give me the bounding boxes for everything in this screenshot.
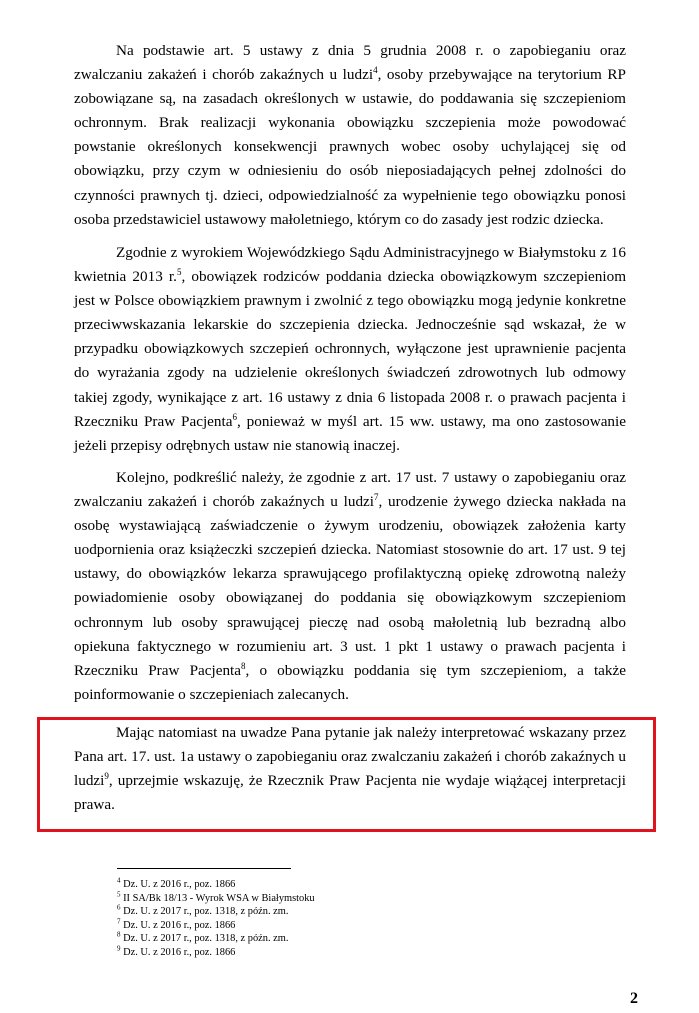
footnote-ref: 8 [241,660,246,671]
footnote-ref: 5 [176,267,182,278]
paragraph-vaccination-obligation [74,39,626,232]
footnote-item [117,892,617,906]
footnote-item [117,878,617,892]
page-number: 2 [630,990,638,1007]
footnote-ref: 4 [373,65,378,76]
highlight-box [37,717,656,832]
footnote-item [117,946,617,960]
footnotes-list [117,878,617,960]
footnote-text: Dz. U. z 2016 r., poz. 1866 [120,946,236,958]
footnote-number: 5 [117,890,121,899]
paragraph-court-ruling [74,241,626,458]
footnote-separator [117,868,291,869]
footnote-text: Dz. U. z 2016 r., poz. 1866 [120,879,236,890]
paragraph-text: , obowiązek rodziców poddania dziecka obowiązkowym szczepieniom jest w Polsce obowiązkiem prawnym i zwolnić z tego obowiązku mogą jedynie konkretne przeciwwskazania lekarskie do szczepienia dziecka. Jednocześnie sąd wskazał, że w przypadku obowiązkowych szczepień ochronnych, wyłączone jest uprawnienie pacjenta do wyrażania zgody na udzielenie określonych świadczeń zdrowotnych lub odmowy takiej zgody, wynikające z art. 16 ustawy z dnia 6 listopada 2008 r. o prawach pacjenta i Rzeczniku Praw Pacjenta [74,268,627,430]
footnote-number: 8 [117,930,121,939]
footnote-number: 4 [117,876,121,885]
paragraph-doctor-obligations [74,466,626,707]
footnote-item [117,932,617,946]
footnote-number: 7 [117,917,121,926]
footnote-text: Dz. U. z 2017 r., poz. 1318, z późn. zm. [120,906,289,918]
footnote-text: Dz. U. z 2016 r., poz. 1866 [120,919,236,931]
paragraph-text: , o obowiązku poddania się tym szczepieniom, a także poinformowanie o szczepieniach zalecanych. [74,661,626,703]
footnote-number: 6 [117,903,121,912]
paragraph-text: Mając natomiast na uwadze Pana pytanie jak należy interpretować wskazany przez Pana art. 17. ust. 1a ustawy o zapobieganiu oraz zwalczaniu zakażeń i chorób zakaźnych u ludzi [74,724,626,790]
footnote-number: 9 [117,944,121,953]
paragraph-text: , uprzejmie wskazuję, że Rzecznik Praw Pacjenta nie wydaje wiążącej interpretacji prawa. [74,772,626,814]
footnote-item [117,905,617,919]
paragraph-text: Na podstawie art. 5 ustawy z dnia 5 grudnia 2008 r. o zapobieganiu oraz zwalczaniu zakażeń i chorób zakaźnych u ludzi [74,42,626,84]
paragraph-text: Kolejno, podkreślić należy, że zgodnie z art. 17 ust. 7 ustawy o zapobieganiu oraz zwalczaniu zakażeń i chorób zakaźnych u ludzi [74,469,626,511]
footnote-ref: 6 [232,411,237,422]
footnote-text: Dz. U. z 2017 r., poz. 1318, z późn. zm. [120,933,289,945]
footnote-text: II SA/Bk 18/13 - Wyrok WSA w Białymstoku [120,892,315,904]
footnote-ref: 9 [104,771,109,782]
paragraph-text: Zgodnie z wyrokiem Wojewódzkiego Sądu Administracyjnego w Białymstoku z 16 kwietnia 2013 r. [74,244,626,286]
footnote-ref: 7 [374,492,379,503]
paragraph-text: , ponieważ w myśl art. 15 ww. ustawy, ma ono zastosowanie jeżeli przepisy odrębnych ustaw nie stanowią inaczej. [74,412,626,454]
paragraph-text: , urodzenie żywego dziecka nakłada na osobę wystawiającą zaświadczenie o żywym urodzeniu, obowiązek założenia karty uodpornienia oraz książeczki szczepień dziecka. Natomiast stosownie do art. 17 ust. 9 tej ustawy, do obowiązków lekarza sprawującego profilaktyczną opiekę zdrowotną należy powiadomienie osoby obowiązanej do poddania się obowiązkowym szczepieniom ochronnym lub osoby sprawującej pieczę nad osobą małoletnią lub bezradną albo opiekuna faktycznego w rozumieniu art. 3 ust. 1 pkt 1 ustawy o prawach pacjenta i Rzeczniku Praw Pacjenta [74,493,626,679]
footnote-item [117,919,617,933]
paragraph-text: , osoby przebywające na terytorium RP zobowiązane są, na zasadach określonych w ustawie, do poddawania się szczepieniom ochronnym. Brak realizacji wykonania obowiązku szczepienia może powodować powstanie określonych konsekwencji prawnych wobec osoby uchylającej się od obowiązku, przy czym w odniesieniu do osób nieposiadających pełnej zdolności do czynności prawnych tj. dzieci, odpowiedzialność za wypełnienie tego obowiązku ponosi osoba przedstawiciel ustawowy małoletniego, którym co do zasady jest rodzic dziecka. [74,66,626,228]
